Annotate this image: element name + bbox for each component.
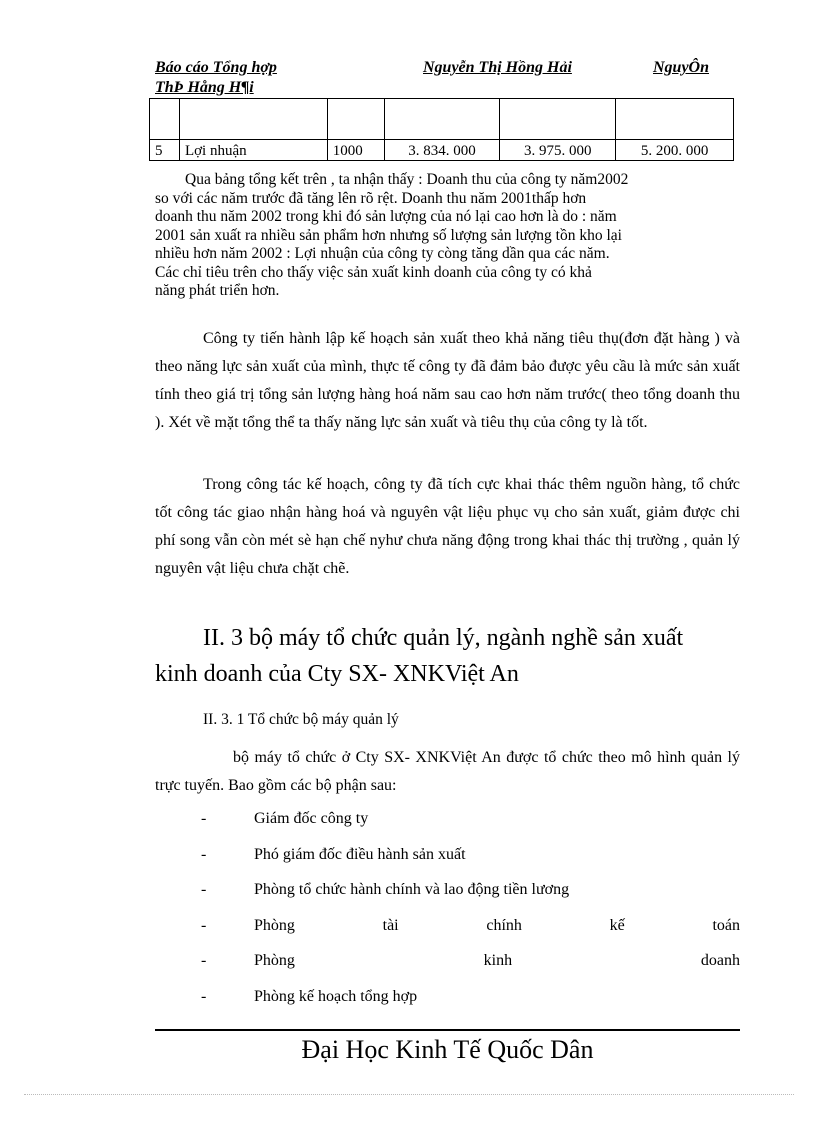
list-item: - Phòng tài chính kế toán xyxy=(201,916,740,934)
table-cell-value: 3. 834. 000 xyxy=(384,140,500,161)
page-footer: Đại Học Kinh Tế Quốc Dân xyxy=(301,1035,594,1064)
paragraph-summary: Qua bảng tổng kết trên , ta nhận thấy : Doanh thu của công ty năm2002 so với các năm trước đã tăng lên rõ rệt. Doanh thu năm 2001thấp hơn doanh thu năm 2002 trong khi đó sản lượng của nó lại cao hơn là do : năm 2001 sản xuất ra nhiều sản phẩm hơn nhưng số lượng sản lượng tồn kho lại nhiều hơn năm 2002 : Lợi nhuận của công ty còng tăng dần qua các năm. Các chỉ tiêu trên cho thấy việc sản xuất kinh doanh của công ty có khả năng phát triển hơn. xyxy=(155,171,629,299)
list-item: - Phòng tổ chức hành chính và lao động tiền lương xyxy=(201,881,570,898)
table-cell-no: 5 xyxy=(150,140,180,161)
table-cell-name: Lợi nhuận xyxy=(179,140,327,161)
section-heading: II. 3 bộ máy tổ chức quản lý, ngành nghề sản xuất kinh doanh của Cty SX- XNKViệt An xyxy=(155,625,684,687)
paragraph-planning-work: Trong công tác kế hoạch, công ty đã tích cực khai thác thêm nguồn hàng, tổ chức tốt công tác giao nhận hàng hoá và nguyên vật liệu phục vụ cho sản xuất, giảm được chi phí song vẫn còn mét sè hạn chế nyhư chưa năng động trong khai thác thị trường , quản lý nguyên vật liệu chưa chặt chẽ. xyxy=(155,476,740,577)
page-boundary-divider xyxy=(24,1094,794,1095)
department-list xyxy=(155,806,740,1019)
page-header xyxy=(155,58,735,98)
table-row xyxy=(150,140,734,161)
table-row-blank xyxy=(150,99,734,140)
table-cell-value: 5. 200. 000 xyxy=(616,140,734,161)
list-item: - Giám đốc công ty xyxy=(201,810,369,827)
header-author-garbled-line2: ThÞ Hång H¶i xyxy=(155,79,254,96)
profit-table xyxy=(149,98,734,161)
header-report-title: Báo cáo Tổng hợp xyxy=(155,59,277,76)
list-item: - Phòng kế hoạch tổng hợp xyxy=(201,987,418,1005)
paragraph-production-plan: Công ty tiến hành lập kế hoạch sản xuất theo khả năng tiêu thụ(đơn đặt hàng ) và theo năng lực sản xuất của mình, thực tế công ty đã đảm bảo được yêu cầu là mức sản xuất tính theo giá trị tổng sản lượng hàng hoá năm sau cao hơn năm trước( theo tổng doanh thu ). Xét về mặt tổng thể ta thấy năng lực sản xuất và tiêu thụ của công ty là tốt. xyxy=(155,330,740,431)
table-cell-unit: 1000 xyxy=(327,140,384,161)
header-author: Nguyễn Thị Hồng Hải xyxy=(423,59,572,76)
header-author-garbled: NguyÔn xyxy=(653,59,710,76)
table-cell-value: 3. 975. 000 xyxy=(500,140,616,161)
list-item: - Phó giám đốc điều hành sản xuất xyxy=(201,845,466,863)
list-item: - Phòng kinh doanh xyxy=(201,952,740,969)
paragraph-org-structure: bộ máy tổ chức ở Cty SX- XNKViệt An được tổ chức theo mô hình quản lý trực tuyến. Bao gồm các bộ phận sau: xyxy=(155,749,740,794)
footer-divider xyxy=(155,1029,740,1031)
subsection-heading: II. 3. 1 Tổ chức bộ máy quản lý xyxy=(203,711,399,728)
